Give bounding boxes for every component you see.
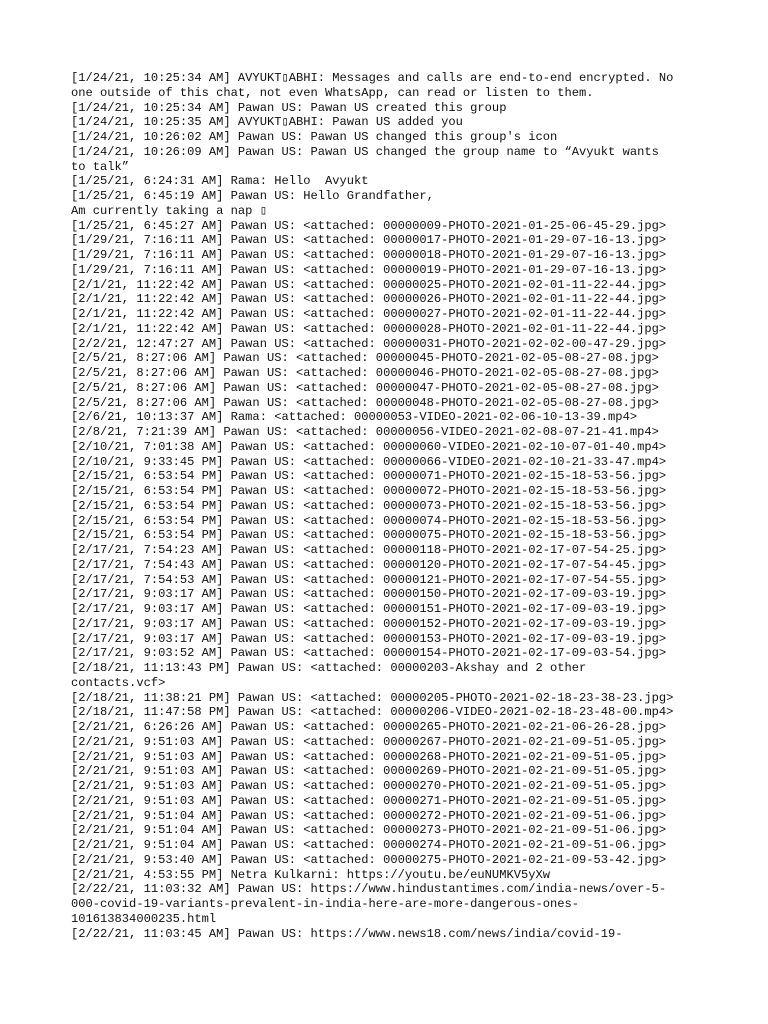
transcript-line: [2/21/21, 9:51:04 AM] Pawan US: <attached: 00000273-PHOTO-2021-02-21-09-51-06.jpg> [71, 823, 667, 838]
transcript-line: one outside of this chat, not even WhatsApp, can read or listen to them. [71, 85, 594, 100]
transcript-line: [2/15/21, 6:53:54 PM] Pawan US: <attached: 00000074-PHOTO-2021-02-15-18-53-56.jpg> [71, 513, 667, 528]
transcript-line: [2/17/21, 7:54:43 AM] Pawan US: <attached: 00000120-PHOTO-2021-02-17-07-54-45.jpg> [71, 557, 667, 572]
transcript-line: [2/1/21, 11:22:42 AM] Pawan US: <attached: 00000028-PHOTO-2021-02-01-11-22-44.jpg> [71, 321, 667, 336]
transcript-line: [2/21/21, 9:51:03 AM] Pawan US: <attached: 00000271-PHOTO-2021-02-21-09-51-05.jpg> [71, 793, 667, 808]
transcript-line: [2/15/21, 6:53:54 PM] Pawan US: <attached: 00000075-PHOTO-2021-02-15-18-53-56.jpg> [71, 528, 667, 543]
transcript-line: [2/21/21, 9:53:40 AM] Pawan US: <attached: 00000275-PHOTO-2021-02-21-09-53-42.jpg> [71, 852, 667, 867]
transcript-line: [2/22/21, 11:03:45 AM] Pawan US: https://www.news18.com/news/india/covid-19- [71, 926, 623, 941]
transcript-line: [2/5/21, 8:27:06 AM] Pawan US: <attached: 00000045-PHOTO-2021-02-05-08-27-08.jpg> [71, 351, 659, 366]
transcript-line: [2/21/21, 9:51:04 AM] Pawan US: <attached: 00000272-PHOTO-2021-02-21-09-51-06.jpg> [71, 808, 667, 823]
transcript-line: to talk” [71, 159, 130, 174]
transcript-line: [2/17/21, 9:03:17 AM] Pawan US: <attached: 00000151-PHOTO-2021-02-17-09-03-19.jpg> [71, 602, 667, 616]
transcript-line: [1/24/21, 10:25:34 AM] AVYUKT▯ABHI: Messages and calls are end-to-end encrypted. No [71, 71, 674, 85]
transcript-line: [2/15/21, 6:53:54 PM] Pawan US: <attached: 00000073-PHOTO-2021-02-15-18-53-56.jpg> [71, 498, 667, 513]
transcript-line: [1/29/21, 7:16:11 AM] Pawan US: <attached: 00000018-PHOTO-2021-01-29-07-16-13.jpg> [71, 248, 667, 262]
transcript-line: [2/21/21, 9:51:03 AM] Pawan US: <attached: 00000268-PHOTO-2021-02-21-09-51-05.jpg> [71, 749, 667, 764]
transcript-line: [1/24/21, 10:25:35 AM] AVYUKT▯ABHI: Pawan US added you [71, 115, 463, 130]
transcript-line: 000-covid-19-variants-prevalent-in-india-here-are-more-dangerous-ones- [71, 897, 580, 911]
transcript-line: [2/17/21, 7:54:23 AM] Pawan US: <attached: 00000118-PHOTO-2021-02-17-07-54-25.jpg> [71, 543, 667, 557]
transcript-line: [2/17/21, 9:03:52 AM] Pawan US: <attached: 00000154-PHOTO-2021-02-17-09-03-54.jpg> [71, 646, 667, 661]
transcript-line: contacts.vcf> [71, 675, 166, 690]
transcript-line: [1/24/21, 10:26:09 AM] Pawan US: Pawan US changed the group name to “Avyukt wants [71, 144, 659, 159]
transcript-line: [2/22/21, 11:03:32 AM] Pawan US: https://www.hindustantimes.com/india-news/over-5- [71, 882, 667, 897]
transcript-line: [2/6/21, 10:13:37 AM] Rama: <attached: 00000053-VIDEO-2021-02-06-10-13-39.mp4> [71, 410, 638, 425]
transcript-line: [2/18/21, 11:47:58 PM] Pawan US: <attached: 00000206-VIDEO-2021-02-18-23-48-00.mp4> [71, 705, 674, 720]
transcript-line: [2/5/21, 8:27:06 AM] Pawan US: <attached: 00000046-PHOTO-2021-02-05-08-27-08.jpg> [71, 366, 659, 380]
transcript-line: [2/21/21, 6:26:26 AM] Pawan US: <attached: 00000265-PHOTO-2021-02-21-06-26-28.jpg> [71, 720, 667, 734]
transcript-line: [1/25/21, 6:24:31 AM] Rama: Hello Avyukt [71, 174, 369, 189]
transcript-line: Am currently taking a nap ▯ [71, 203, 267, 218]
transcript-line: [2/21/21, 9:51:03 AM] Pawan US: <attached: 00000270-PHOTO-2021-02-21-09-51-05.jpg> [71, 779, 667, 793]
transcript-line: [2/15/21, 6:53:54 PM] Pawan US: <attached: 00000072-PHOTO-2021-02-15-18-53-56.jpg> [71, 484, 667, 498]
transcript-line: [2/10/21, 7:01:38 AM] Pawan US: <attached: 00000060-VIDEO-2021-02-10-07-01-40.mp4> [71, 439, 667, 454]
transcript-line: [2/17/21, 9:03:17 AM] Pawan US: <attached: 00000150-PHOTO-2021-02-17-09-03-19.jpg> [71, 587, 667, 602]
transcript-line: [2/10/21, 9:33:45 PM] Pawan US: <attached: 00000066-VIDEO-2021-02-10-21-33-47.mp4> [71, 454, 667, 469]
transcript-line: [2/5/21, 8:27:06 AM] Pawan US: <attached: 00000048-PHOTO-2021-02-05-08-27-08.jpg> [71, 395, 659, 410]
transcript-line: [1/24/21, 10:26:02 AM] Pawan US: Pawan US changed this group's icon [71, 130, 558, 144]
transcript-line: [2/17/21, 7:54:53 AM] Pawan US: <attached: 00000121-PHOTO-2021-02-17-07-54-55.jpg> [71, 572, 667, 587]
transcript-line: [2/1/21, 11:22:42 AM] Pawan US: <attached: 00000025-PHOTO-2021-02-01-11-22-44.jpg> [71, 277, 667, 292]
transcript-line: [2/18/21, 11:13:43 PM] Pawan US: <attached: 00000203-Akshay and 2 other [71, 661, 587, 675]
transcript-line: [1/25/21, 6:45:19 AM] Pawan US: Hello Grandfather, [71, 189, 434, 203]
transcript-line: [2/1/21, 11:22:42 AM] Pawan US: <attached: 00000026-PHOTO-2021-02-01-11-22-44.jpg> [71, 292, 667, 307]
transcript-line: [1/29/21, 7:16:11 AM] Pawan US: <attached: 00000017-PHOTO-2021-01-29-07-16-13.jpg> [71, 233, 667, 248]
transcript-line: [2/1/21, 11:22:42 AM] Pawan US: <attached: 00000027-PHOTO-2021-02-01-11-22-44.jpg> [71, 307, 667, 321]
transcript-line: [2/8/21, 7:21:39 AM] Pawan US: <attached: 00000056-VIDEO-2021-02-08-07-21-41.mp4> [71, 425, 659, 439]
transcript-line: [2/18/21, 11:38:21 PM] Pawan US: <attached: 00000205-PHOTO-2021-02-18-23-38-23.jpg> [71, 690, 674, 705]
transcript-line: [2/21/21, 4:53:55 PM] Netra Kulkarni: https://youtu.be/euNUMKV5yXw [71, 867, 550, 882]
transcript-line: [2/2/21, 12:47:27 AM] Pawan US: <attached: 00000031-PHOTO-2021-02-02-00-47-29.jpg> [71, 336, 667, 351]
transcript-line: [1/25/21, 6:45:27 AM] Pawan US: <attached: 00000009-PHOTO-2021-01-25-06-45-29.jpg> [71, 218, 667, 233]
transcript-line: [2/5/21, 8:27:06 AM] Pawan US: <attached: 00000047-PHOTO-2021-02-05-08-27-08.jpg> [71, 380, 659, 395]
chat-transcript-page [71, 71, 711, 941]
transcript-line: [2/21/21, 9:51:03 AM] Pawan US: <attached: 00000269-PHOTO-2021-02-21-09-51-05.jpg> [71, 764, 667, 779]
transcript-line: [2/15/21, 6:53:54 PM] Pawan US: <attached: 00000071-PHOTO-2021-02-15-18-53-56.jpg> [71, 469, 667, 484]
transcript-line: [1/24/21, 10:25:34 AM] Pawan US: Pawan US created this group [71, 100, 507, 115]
transcript-line: 101613834000235.html [71, 911, 217, 926]
transcript-line: [2/21/21, 9:51:04 AM] Pawan US: <attached: 00000274-PHOTO-2021-02-21-09-51-06.jpg> [71, 838, 667, 852]
transcript-line: [2/21/21, 9:51:03 AM] Pawan US: <attached: 00000267-PHOTO-2021-02-21-09-51-05.jpg> [71, 734, 667, 749]
transcript-line: [2/17/21, 9:03:17 AM] Pawan US: <attached: 00000153-PHOTO-2021-02-17-09-03-19.jpg> [71, 631, 667, 646]
transcript-line: [2/17/21, 9:03:17 AM] Pawan US: <attached: 00000152-PHOTO-2021-02-17-09-03-19.jpg> [71, 616, 667, 631]
transcript-line: [1/29/21, 7:16:11 AM] Pawan US: <attached: 00000019-PHOTO-2021-01-29-07-16-13.jpg> [71, 262, 667, 277]
